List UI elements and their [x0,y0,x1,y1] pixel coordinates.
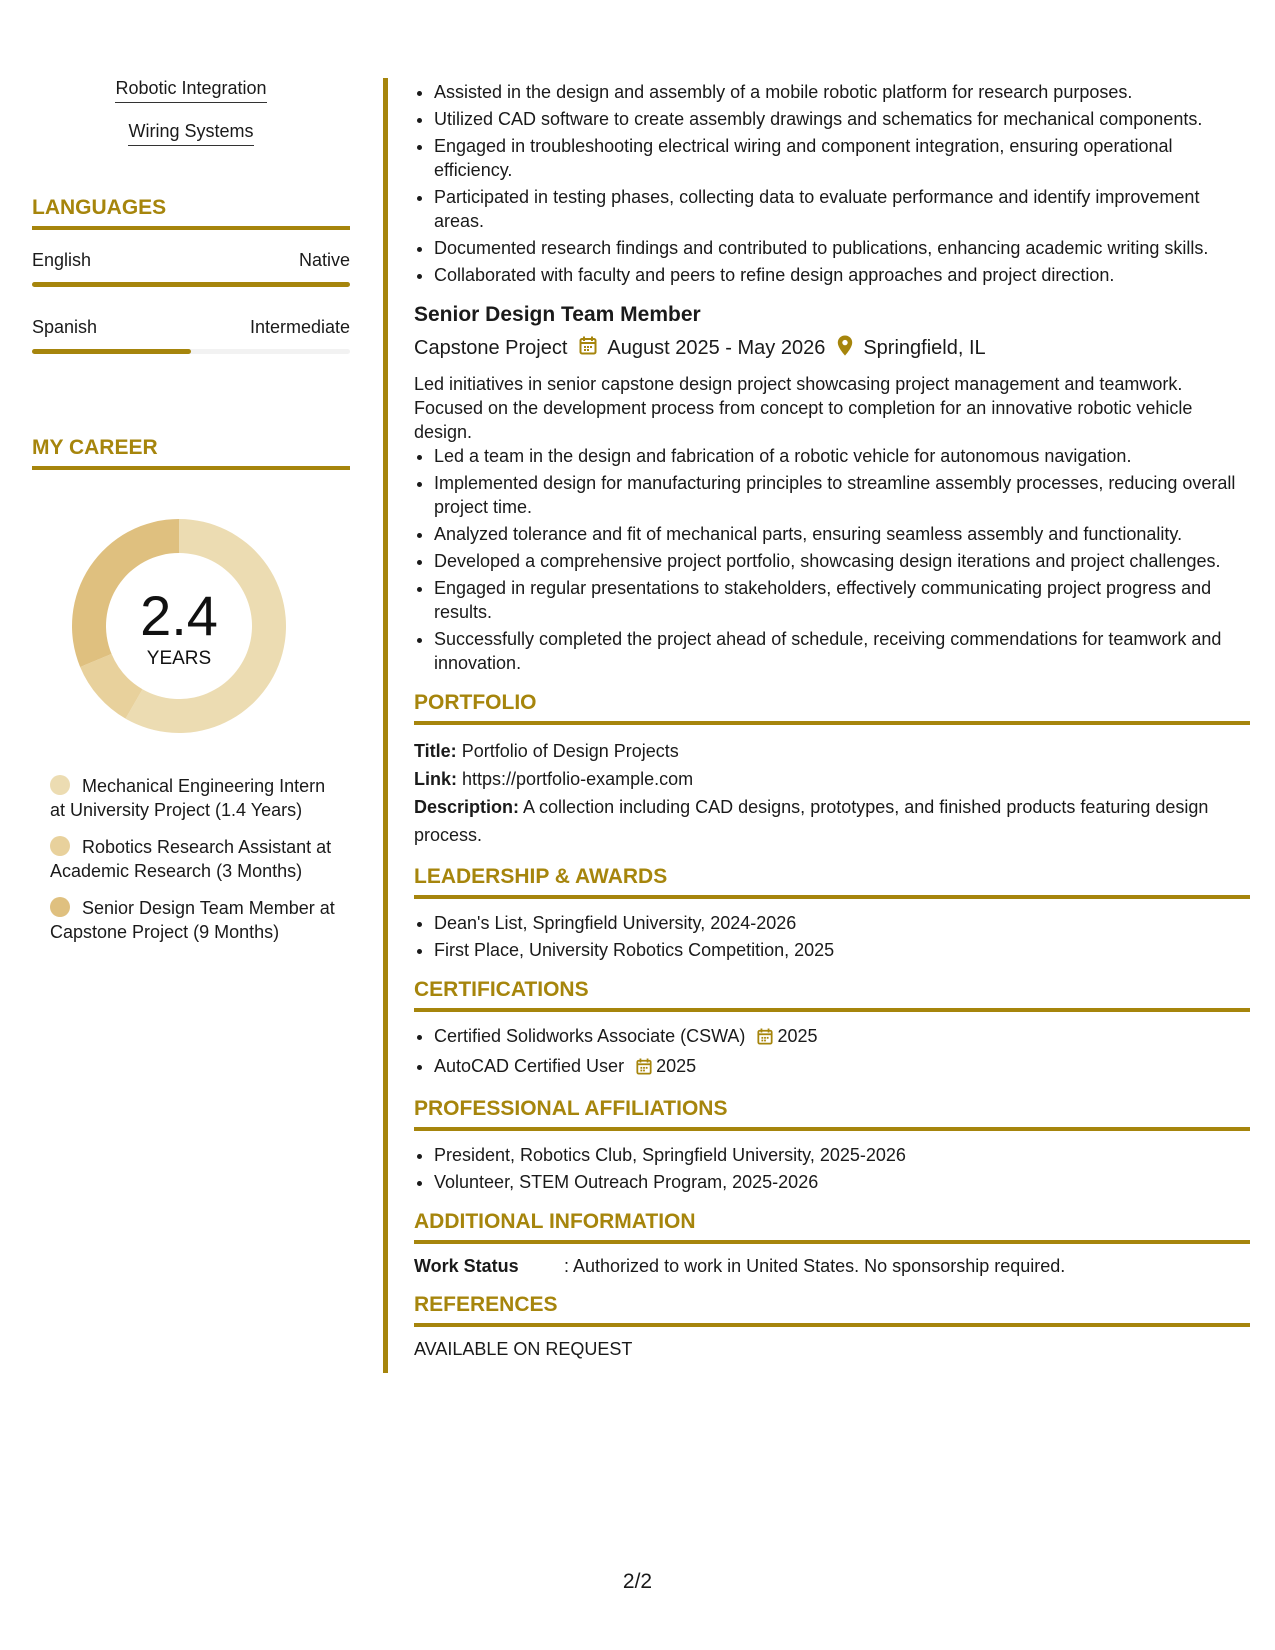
legend-item [50,896,340,944]
legend-label: Robotics Research Assistant at Academic Research (3 Months) [50,837,332,881]
legend-label: Senior Design Team Member at Capstone Project (9 Months) [50,898,335,942]
portfolio-heading: PORTFOLIO [414,691,1250,725]
portfolio-link[interactable]: https://portfolio-example.com [462,769,694,789]
portfolio-title-row [414,737,1250,765]
field-value: A collection including CAD designs, prototypes, and finished products featuring design process. [414,797,1209,845]
legend-label: Mechanical Engineering Intern at University Project (1.4 Years) [50,776,326,820]
language-bar-fill [32,282,350,287]
job-location: Springfield, IL [863,337,986,359]
leadership-heading: LEADERSHIP & AWARDS [414,865,1250,899]
leadership-list [414,911,1250,962]
field-label: Title: [414,741,457,761]
bullet-item: • Collaborated with faculty and peers to refine design approaches and project direction. [434,263,1250,287]
language-name: Spanish [32,317,98,337]
certification-item [434,1024,1250,1051]
bullet-item: • Implemented design for manufacturing principles to streamline assembly processes, reducing overall project time. [434,471,1250,519]
language-level: Intermediate [249,317,350,337]
languages-heading: LANGUAGES [32,196,350,230]
location-pin-icon [837,335,853,362]
certification-name: AutoCAD Certified User [434,1056,625,1076]
job-meta [414,335,1250,362]
work-status-row [414,1256,1250,1277]
main-content [414,80,1250,1360]
additional-info-heading: ADDITIONAL INFORMATION [414,1210,1250,1244]
references-heading: REFERENCES [414,1293,1250,1327]
language-level: Native [298,250,350,270]
certification-name: Certified Solidworks Associate (CSWA) [434,1026,746,1046]
sidebar [32,78,350,957]
job-org: Capstone Project [414,337,568,359]
certifications-list [414,1024,1250,1081]
job-description: Led initiatives in senior capstone design project showcasing project management and teamwork. Focused on the development process from concept to completion for an innovative robotic vehicle design. [414,374,1193,442]
bullet-item: • First Place, University Robotics Competition, 2025 [434,938,1250,962]
language-spanish [32,317,350,354]
skill-wiring-systems[interactable]: Wiring Systems [128,121,253,146]
bullet-item: • Participated in testing phases, collecting data to evaluate performance and identify improvement areas. [434,185,1250,233]
legend-item [50,835,340,883]
portfolio-link-row [414,765,1250,793]
calendar-icon [757,1027,773,1051]
calendar-icon [579,336,597,361]
bullet-item: • Assisted in the design and assembly of a mobile robotic platform for research purposes. [434,80,1250,104]
job-title: Senior Design Team Member [414,303,701,326]
bullet-item: • Developed a comprehensive project portfolio, showcasing design iterations and project challenges. [434,549,1250,573]
calendar-icon [636,1057,652,1081]
portfolio-description-row [414,793,1250,849]
career-unit: YEARS [146,648,212,669]
bullet-item: • Successfully completed the project ahead of schedule, receiving commendations for teamwork and innovation. [434,627,1250,675]
bullet-item: • Engaged in troubleshooting electrical wiring and component integration, ensuring operational efficiency. [434,134,1250,182]
legend-dot [50,836,70,856]
job-bullets [414,444,1250,675]
previous-job-bullets [414,80,1250,287]
bullet-item: • Documented research findings and contributed to publications, enhancing academic writing skills. [434,236,1250,260]
career-legend [50,774,340,944]
legend-item [50,774,340,822]
language-bar [32,349,350,354]
language-name: English [32,250,92,270]
certification-item [434,1054,1250,1081]
language-bar-fill [32,349,191,354]
field-label: Description: [414,797,520,817]
language-bar [32,282,350,287]
certifications-heading: CERTIFICATIONS [414,978,1250,1012]
affiliations-list [414,1143,1250,1194]
work-status-value: : Authorized to work in United States. No sponsorship required. [564,1256,1066,1276]
page-number: 2/2 [622,1570,653,1593]
career-heading: MY CAREER [32,436,350,470]
references-text: AVAILABLE ON REQUEST [414,1339,633,1359]
career-total: 2.4 [140,584,218,647]
field-label: Link: [414,769,457,789]
bullet-item: • Dean's List, Springfield University, 2024-2026 [434,911,1250,935]
career-donut-chart [67,514,291,738]
work-status-label: Work Status [414,1256,519,1276]
job-dates: August 2025 - May 2026 [607,337,826,359]
bullet-item: • Led a team in the design and fabrication of a robotic vehicle for autonomous navigation. [434,444,1250,468]
certification-year: 2025 [656,1056,697,1076]
legend-dot [50,897,70,917]
column-divider [383,78,388,1373]
certification-year: 2025 [777,1026,818,1046]
legend-dot [50,775,70,795]
affiliations-heading: PROFESSIONAL AFFILIATIONS [414,1097,1250,1131]
field-value: Portfolio of Design Projects [461,741,679,761]
bullet-item: • Engaged in regular presentations to stakeholders, effectively communicating project progress and results. [434,576,1250,624]
skill-robotic-integration[interactable]: Robotic Integration [115,78,266,103]
bullet-item: • Volunteer, STEM Outreach Program, 2025-2026 [434,1170,1250,1194]
bullet-item: • Utilized CAD software to create assembly drawings and schematics for mechanical components. [434,107,1250,131]
bullet-item: • President, Robotics Club, Springfield University, 2025-2026 [434,1143,1250,1167]
language-english [32,250,350,287]
bullet-item: • Analyzed tolerance and fit of mechanical parts, ensuring seamless assembly and functionality. [434,522,1250,546]
